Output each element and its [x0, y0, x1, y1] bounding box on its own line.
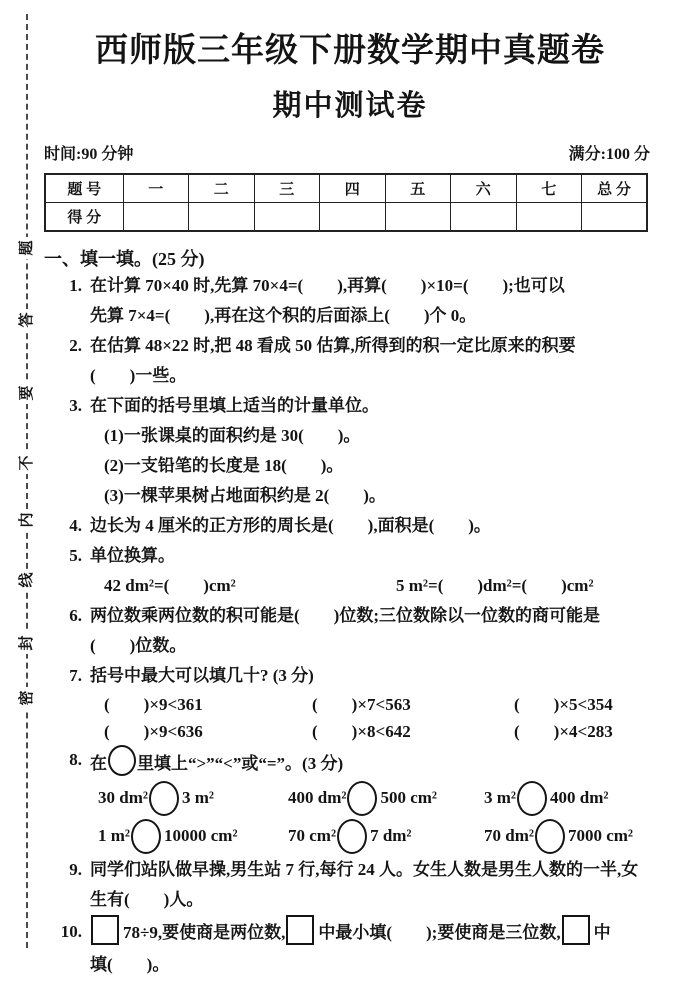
left-value: 1 m²	[98, 826, 131, 845]
seal-char: 不	[16, 452, 38, 474]
answer-circle	[347, 781, 377, 816]
question-text-part: 里填上“>”“<”或“=”。(3 分)	[137, 754, 344, 773]
section-one-heading: 一、填一填。(25 分)	[44, 249, 205, 269]
score-row-label: 得 分	[45, 203, 123, 232]
score-table-header-row	[45, 174, 647, 203]
score-table-header-cell: 七	[516, 174, 582, 203]
comparison-item	[288, 781, 484, 816]
seal-char: 封	[16, 632, 38, 654]
seal-char: 答	[16, 309, 38, 331]
answer-box	[286, 915, 314, 945]
score-cell	[189, 203, 255, 232]
comparison-row	[90, 779, 656, 817]
full-score-info: 满分:100 分	[568, 146, 650, 163]
seal-char: 要	[16, 382, 38, 404]
exam-subtitle: 期中测试卷	[272, 90, 428, 122]
comparison-item	[484, 781, 608, 816]
answer-circle	[108, 745, 136, 776]
score-cell	[320, 203, 386, 232]
score-table-header-cell: 总 分	[582, 174, 648, 203]
question-number: 6.	[69, 606, 82, 625]
comparison-item	[98, 819, 288, 854]
right-value: 500 cm²	[380, 788, 438, 807]
score-table-header-cell: 五	[385, 174, 451, 203]
question-text: 在估算 48×22 时,把 48 看成 50 估算,所得到的积一定比原来的积要	[90, 336, 576, 355]
score-cell	[582, 203, 648, 232]
question-8	[44, 745, 656, 855]
question-number: 1.	[69, 276, 82, 295]
right-value: 7000 cm²	[567, 826, 634, 845]
answer-circle	[337, 819, 367, 854]
question-text: 同学们站队做早操,男生站 7 行,每行 24 人。女生人数是男生人数的一半,女	[90, 860, 639, 879]
inequality-expression: ( )×4<283	[514, 722, 613, 741]
inequality-expression: ( )×7<563	[312, 695, 411, 714]
score-table	[44, 173, 648, 232]
score-table-score-row	[45, 203, 647, 232]
question-text: ( )一些。	[90, 366, 187, 385]
question-text: 在计算 70×40 时,先算 70×4=( ),再算( )×10=( );也可以	[90, 276, 565, 295]
question-number: 2.	[69, 336, 82, 355]
answer-circle	[535, 819, 565, 854]
inequality-expression: ( )×9<361	[104, 695, 203, 714]
score-table-header-cell: 六	[451, 174, 517, 203]
question-text: 先算 7×4=( ),再在这个积的后面添上( )个 0。	[90, 306, 477, 325]
left-value: 400 dm²	[288, 788, 347, 807]
left-value: 70 cm²	[288, 826, 337, 845]
right-value: 10000 cm²	[164, 826, 238, 845]
exam-meta	[44, 141, 656, 164]
question-number: 4.	[69, 516, 82, 535]
left-value: 30 dm²	[98, 788, 148, 807]
inequality-expression: ( )×9<636	[104, 722, 203, 741]
answer-box	[91, 915, 119, 945]
question-number: 8.	[69, 750, 82, 769]
seal-char: 内	[16, 509, 38, 531]
comparison-item	[288, 819, 484, 854]
question-text: 在下面的括号里填上适当的计量单位。	[90, 396, 379, 415]
question-text: 括号中最大可以填几十? (3 分)	[90, 666, 314, 685]
answer-circle	[149, 781, 179, 816]
answer-circle	[517, 781, 547, 816]
question-text-part: 中最小填( );要使商是三位数,	[318, 923, 561, 942]
left-value: 70 dm²	[484, 826, 534, 845]
question-text: 单位换算。	[90, 546, 175, 565]
comparison-row	[90, 817, 656, 855]
question-7	[44, 661, 656, 745]
inequality-expression: ( )×5<354	[514, 695, 613, 714]
conversion-expression: 42 dm²=( )cm²	[104, 576, 236, 595]
score-table-header-cell: 三	[254, 174, 320, 203]
comparison-item	[98, 781, 288, 816]
conversion-expression: 5 m²=( )dm²=( )cm²	[396, 576, 594, 595]
question-text	[90, 745, 656, 779]
score-table-header-cell: 四	[320, 174, 386, 203]
question-9	[44, 855, 656, 915]
answer-box	[562, 915, 590, 945]
score-cell	[451, 203, 517, 232]
inequality-row	[90, 691, 656, 718]
seal-char: 题	[16, 237, 38, 259]
exam-content	[44, 0, 656, 980]
question-3	[44, 391, 656, 511]
score-table-header-cell: 一	[123, 174, 189, 203]
question-number: 5.	[69, 546, 82, 565]
question-text	[90, 915, 656, 950]
question-number: 10.	[60, 922, 82, 941]
sub-question: (2)一支铅笔的长度是 18( )。	[104, 456, 344, 475]
seal-line	[19, 14, 35, 948]
question-text: 两位数乘两位数的积可能是( )位数;三位数除以一位数的商可能是	[90, 606, 600, 625]
score-cell	[385, 203, 451, 232]
right-value: 400 dm²	[550, 788, 609, 807]
score-table-header-cell: 二	[189, 174, 255, 203]
question-10	[44, 915, 656, 980]
score-table-header-cell: 题 号	[45, 174, 123, 203]
inequality-expression: ( )×8<642	[312, 722, 411, 741]
left-value: 3 m²	[484, 788, 517, 807]
question-text: 生有( )人。	[90, 890, 204, 909]
question-2	[44, 331, 656, 391]
question-5	[44, 541, 656, 601]
question-number: 3.	[69, 396, 82, 415]
score-cell	[516, 203, 582, 232]
question-text: ( )位数。	[90, 636, 187, 655]
seal-char: 密	[16, 687, 38, 709]
question-number: 7.	[69, 666, 82, 685]
seal-char: 线	[16, 569, 38, 591]
right-value: 3 m²	[181, 788, 214, 807]
question-text-part: 78÷9,要使商是两位数,	[123, 923, 286, 942]
score-cell	[254, 203, 320, 232]
inequality-row	[90, 718, 656, 745]
question-text: 边长为 4 厘米的正方形的周长是( ),面积是( )。	[90, 516, 491, 535]
question-text: 填( )。	[90, 955, 170, 974]
question-1	[44, 271, 656, 331]
comparison-item	[484, 819, 633, 854]
sub-question: (3)一棵苹果树占地面积约是 2( )。	[104, 486, 386, 505]
conversion-row	[90, 571, 656, 601]
answer-circle	[131, 819, 161, 854]
question-number: 9.	[69, 860, 82, 879]
time-info: 时间:90 分钟	[44, 146, 134, 163]
question-4	[44, 511, 656, 541]
right-value: 7 dm²	[370, 826, 412, 845]
sub-question: (1)一张课桌的面积约是 30( )。	[104, 426, 361, 445]
score-cell	[123, 203, 189, 232]
question-text-part: 中	[593, 923, 611, 942]
question-text-part: 在	[90, 754, 107, 773]
page-title: 西师版三年级下册数学期中真题卷	[95, 33, 605, 69]
question-6	[44, 601, 656, 661]
